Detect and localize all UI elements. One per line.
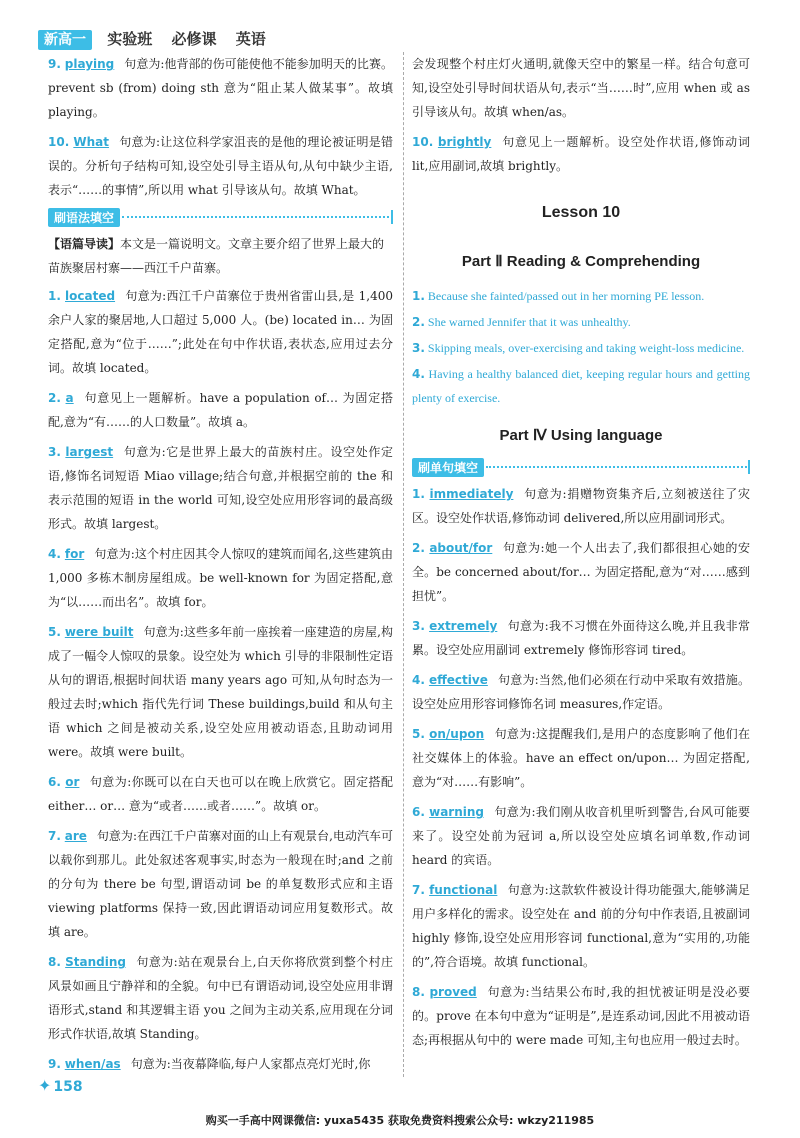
item-number: 4. <box>48 547 61 561</box>
answer-item <box>412 614 750 662</box>
explanation: 句意为:这提醒我们,是用户的态度影响了他们在社交媒体上的体验。have an effect on/upon… 为固定搭配,意为“对……有影响”。 <box>412 727 750 789</box>
answer-key: Standing <box>65 955 127 969</box>
answer-item <box>48 542 393 614</box>
item-number: 2. <box>412 541 425 555</box>
explanation: 句意为:让这位科学家沮丧的是他的理论被证明是错误的。分析句子结构可知,设空处引导主语从句,从句中缺少主语,表示“……的事情”,所以用 what 引导该从句。故填 What。 <box>48 135 393 197</box>
item-number: 6. <box>48 775 61 789</box>
explanation: 句意为:我们刚从收音机里听到警告,台风可能要来了。设空处前为冠词 a,所以设空处应填名词单数,作动词 heard 的宾语。 <box>412 805 750 867</box>
item-number: 3. <box>412 341 425 355</box>
answer-item <box>48 386 393 434</box>
answer-item <box>48 284 393 380</box>
item-number: 2. <box>48 391 61 405</box>
explanation: 句意为:这款软件被设计得功能强大,能够满足用户多样化的需求。设空处在 and 前的分句中作表语,且被副词 highly 修饰,设空处应用形容词 functional,意为“实用的,功能的”,符合语境。故填 functional。 <box>412 883 750 969</box>
reading-answer-text: She warned Jennifer that it was unhealthy. <box>427 315 631 329</box>
item-number: 3. <box>412 619 425 633</box>
item-number: 7. <box>48 829 61 843</box>
answer-item <box>48 52 393 124</box>
answer-item <box>412 800 750 872</box>
section-title: 刷单句填空 <box>412 458 484 477</box>
page-footer: 购买一手高中网课微信: yuxa5435 获取免费资料搜索公众号: wkzy211985 <box>205 1114 595 1127</box>
answer-key: or <box>65 775 80 789</box>
item-number: 4. <box>412 673 425 687</box>
answer-key: effective <box>428 673 488 687</box>
item-number: 1. <box>48 289 61 303</box>
explanation: 句意为:当然,他们必须在行动中采取有效措施。设空处应用形容词修饰名词 measures,作定语。 <box>412 673 750 711</box>
answer-item <box>412 980 750 1052</box>
item-number: 2. <box>412 315 425 329</box>
answer-key: largest <box>65 445 114 459</box>
answer-key: brightly <box>437 135 492 149</box>
reading-answer-text: Having a healthy balanced diet, keeping regular hours and getting plenty of exercise. <box>412 367 751 405</box>
item-number: 9. <box>48 57 61 71</box>
item-number: 7. <box>412 883 425 897</box>
item-number: 8. <box>48 955 61 969</box>
explanation: 句意为:西江千户苗寨位于贵州省雷山县,是 1,400 余户人家的聚居地,人口超过 5,000 人。(be) located in… 为固定搭配,意为“位于……”;此处在句中作状语,表状态,应用过去分词。故填 located。 <box>48 289 393 375</box>
answer-key: extremely <box>429 619 498 633</box>
header-subject: 英语 <box>235 30 266 48</box>
item-number: 4. <box>412 367 425 381</box>
header-class: 实验班 <box>107 30 153 48</box>
answer-key: immediately <box>429 487 514 501</box>
answer-item <box>412 482 750 530</box>
section-title: 刷语法填空 <box>48 208 120 227</box>
answer-item <box>48 770 393 818</box>
reading-answer <box>412 284 750 308</box>
explanation: 句意为:它是世界上最大的苗族村庄。设空处作定语,修饰名词短语 Miao village;结合句意,并根据空前的 the 和表示范围的短语 in the world 可知,设空处应用形容词的最高级形式。故填 largest。 <box>48 445 393 531</box>
continued-explanation: 会发现整个村庄灯火通明,就像天空中的繁星一样。结合句意可知,设空处引导时间状语从句,表示“当……时”,应用 when 或 as 引导该从句。故填 when/as。 <box>412 57 750 119</box>
left-column <box>48 52 393 1082</box>
grade-badge: 新高一 <box>38 30 92 50</box>
reading-answer <box>412 336 750 360</box>
answer-key: proved <box>429 985 477 999</box>
explanation: 句意为:这个村庄因其令人惊叹的建筑而闻名,这些建筑由 1,000 多栋木制房屋组成。be well-known for 为固定搭配,意为“以……而出名”。故填 for。 <box>48 547 393 609</box>
lesson-title: Lesson 10 <box>541 204 621 221</box>
item-number: 10. <box>412 135 434 149</box>
header-course: 必修课 <box>171 30 217 48</box>
reading-answer-text: Because she fainted/passed out in her morning PE lesson. <box>427 289 705 303</box>
item-number: 8. <box>412 985 425 999</box>
item-number: 1. <box>412 487 425 501</box>
reading-answer-text: Skipping meals, over-exercising and taking weight-loss medicine. <box>427 341 745 355</box>
explanation: 句意为:她一个人出去了,我们都很担心她的安全。be concerned about/for… 为固定搭配,意为“对……感到担忧”。 <box>412 541 750 603</box>
explanation: 句意为:这些多年前一座挨着一座建造的房屋,构成了一幅令人惊叹的景象。设空处为 which 引导的非限制性定语从句的谓语,根据时间状语 many years ago 可知,从句时态为一般过去时;which 指代先行词 These buildings,build 和从句主语 which 之间是被动关系,设空处应用被动语态,且助动词用 were。故填 were built。 <box>48 625 393 759</box>
answer-key: What <box>73 135 109 149</box>
answer-key: playing <box>64 57 115 71</box>
answer-item <box>412 536 750 608</box>
item-number: 3. <box>48 445 61 459</box>
intro-text: 本文是一篇说明文。文章主要介绍了世界上最大的苗族聚居村寨——西江千户苗寨。 <box>48 237 385 275</box>
answer-key: located <box>65 289 116 303</box>
explanation: 句意为:当结果公布时,我的担忧被证明是没必要的。prove 在本句中意为“证明是”,是连系动词,因此不用被动语态;再根据从句中的 were made 可知,主句也应用一般过去时。 <box>412 985 750 1047</box>
explanation: 句意见上一题解析。have a population of… 为固定搭配,意为“有……的人口数量”。故填 a。 <box>48 391 393 429</box>
reading-answer <box>412 310 750 334</box>
explanation: 句意为:我不习惯在外面待这么晚,并且我非常累。设空处应用副词 extremely 修饰形容词 tired。 <box>412 619 750 657</box>
explanation: 句意为:当夜幕降临,每户人家都点亮灯光时,你 <box>130 1057 371 1071</box>
section-rule <box>122 216 393 218</box>
section-header-grammar <box>48 208 393 226</box>
explanation: 句意见上一题解析。设空处作状语,修饰动词 lit,应用副词,故填 brightly。 <box>412 135 750 173</box>
answer-item <box>412 722 750 794</box>
answer-item <box>412 130 750 178</box>
answer-item <box>48 824 393 944</box>
answer-key: warning <box>429 805 484 819</box>
right-column <box>412 52 750 1058</box>
answer-item <box>412 668 750 716</box>
answer-item <box>412 878 750 974</box>
part-heading-reading: Part Ⅱ Reading & Comprehending <box>461 253 701 270</box>
item-number: 6. <box>412 805 425 819</box>
sparkle-icon: ✦ <box>38 1076 52 1095</box>
answer-item <box>48 620 393 764</box>
answer-key: for <box>64 547 85 561</box>
item-number: 9. <box>48 1057 61 1071</box>
page-number <box>38 1076 83 1095</box>
answer-key: functional <box>429 883 498 897</box>
page-number-text: 158 <box>53 1079 83 1095</box>
item-number: 5. <box>412 727 425 741</box>
section-header-sentences <box>412 458 750 476</box>
answer-item <box>48 440 393 536</box>
column-divider <box>403 52 404 1077</box>
explanation: 句意为:他背部的伤可能使他不能参加明天的比赛。prevent sb (from) doing sth 意为“阻止某人做某事”。故填 playing。 <box>48 57 393 119</box>
answer-key: about/for <box>429 541 493 555</box>
passage-intro <box>48 232 393 280</box>
page-header <box>38 28 598 54</box>
item-number: 10. <box>48 135 70 149</box>
section-rule <box>486 466 750 468</box>
answer-item <box>48 1052 393 1076</box>
part-heading-language: Part Ⅳ Using language <box>499 427 663 444</box>
answer-item <box>48 950 393 1046</box>
item-number: 5. <box>48 625 61 639</box>
explanation: 句意为:在西江千户苗寨对面的山上有观景台,电动汽车可以载你到那儿。此处叙述客观事实,时态为一般现在时;and 之前的分句为 there be 句型,谓语动词 be 的单复数形式应和主语 viewing platforms 保持一致,因此谓语动词应用复数形式。故填 are。 <box>48 829 393 939</box>
answer-item <box>48 130 393 202</box>
reading-answer <box>412 362 750 410</box>
explanation: 句意为:站在观景台上,白天你将欣赏到整个村庄风景如画且宁静祥和的全貌。句中已有谓语动词,设空处应用非谓语形式,stand 和其逻辑主语 you 之间为主动关系,应用现在分词形式作状语,故填 Standing。 <box>48 955 393 1041</box>
explanation: 句意为:捐赠物资集齐后,立刻被送往了灾区。设空处作状语,修饰动词 delivered,所以应用副词形式。 <box>412 487 750 525</box>
answer-key: on/upon <box>429 727 485 741</box>
answer-key: are <box>64 829 87 843</box>
explanation: 句意为:你既可以在白天也可以在晚上欣赏它。固定搭配 either… or… 意为“或者……或者……”。故填 or。 <box>48 775 393 813</box>
answer-key: a <box>65 391 74 405</box>
item-number: 1. <box>412 289 425 303</box>
answer-key: when/as <box>64 1057 121 1071</box>
answer-key: were built <box>64 625 134 639</box>
intro-tag: 【语篇导读】 <box>48 237 121 251</box>
